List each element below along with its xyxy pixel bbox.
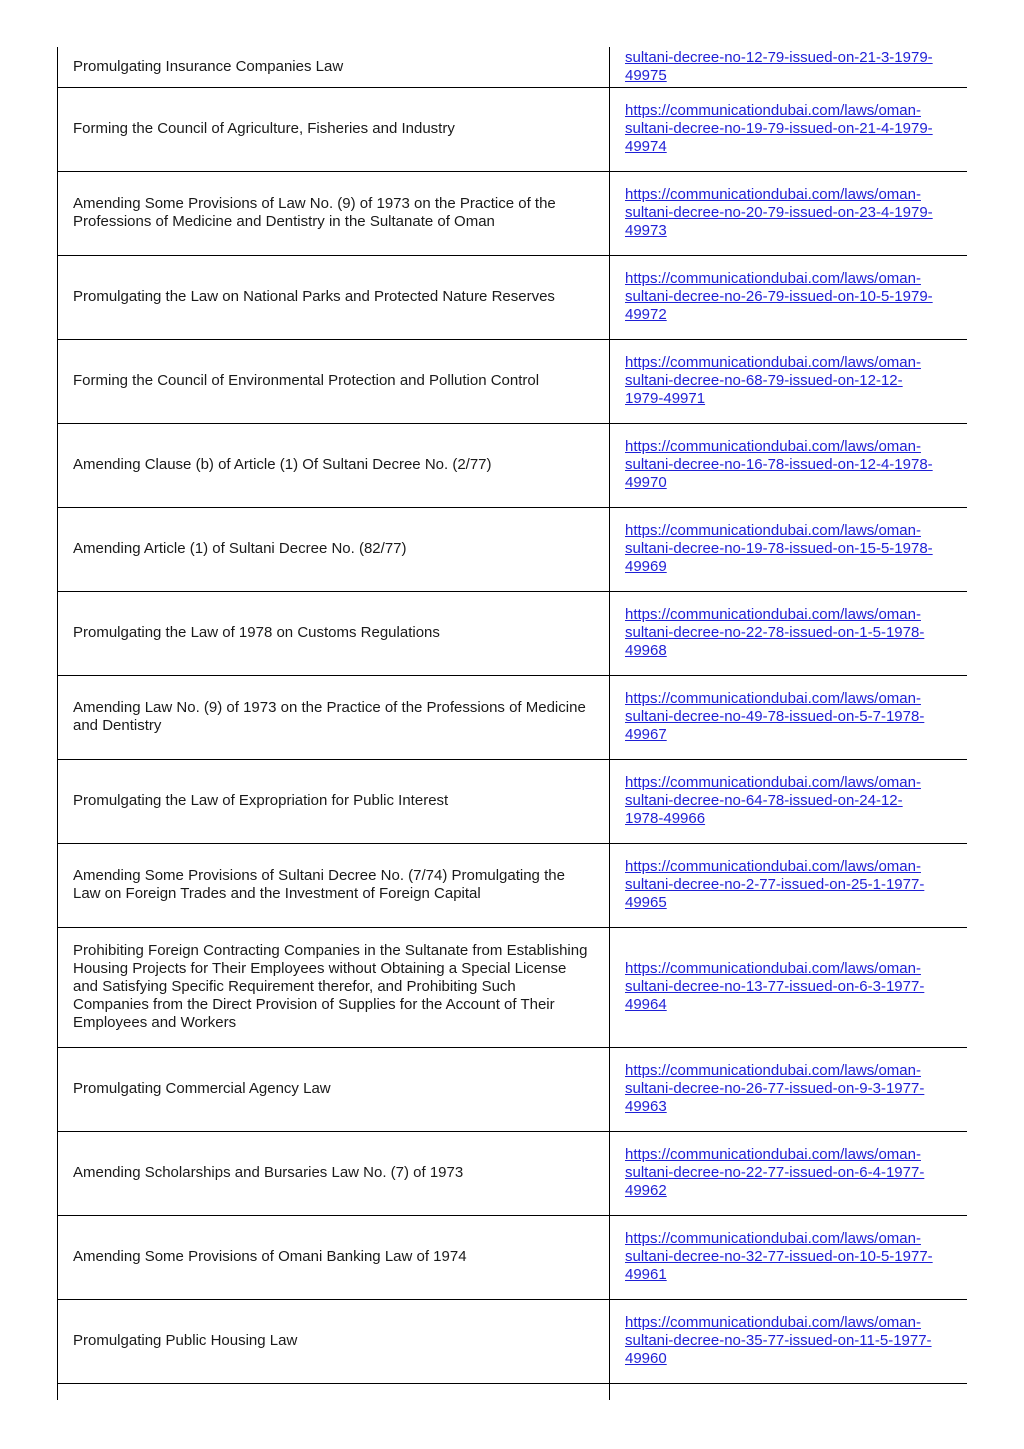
law-title: Promulgating the Law on National Parks and Protected Nature Reserves <box>58 255 610 339</box>
law-link-cell <box>610 591 968 675</box>
law-link[interactable] <box>625 1146 953 1200</box>
link-line: sultani-decree-no-19-79-issued-on-21-4-1979- <box>625 120 933 137</box>
law-title: Promulgating the Law of Expropriation for Public Interest <box>58 759 610 843</box>
link-line: 49961 <box>625 1266 667 1283</box>
law-title: Amending Article (1) of Sultani Decree No. (82/77) <box>58 507 610 591</box>
link-line: sultani-decree-no-22-77-issued-on-6-4-1977- <box>625 1164 925 1181</box>
link-line: https://communicationdubai.com/laws/oman- <box>625 774 921 791</box>
link-line: https://communicationdubai.com/laws/oman- <box>625 606 921 623</box>
link-line: 1979-49971 <box>625 390 706 407</box>
link-line: 49964 <box>625 996 667 1013</box>
link-line: https://communicationdubai.com/laws/oman- <box>625 1062 921 1079</box>
table-row <box>58 1047 968 1131</box>
law-link-cell <box>610 843 968 927</box>
table-row <box>58 1131 968 1215</box>
law-title: Amending Some Provisions of Omani Banking Law of 1974 <box>58 1215 610 1299</box>
law-link[interactable] <box>625 438 953 492</box>
link-line: sultani-decree-no-32-77-issued-on-10-5-1977- <box>625 1248 933 1265</box>
link-line: 49967 <box>625 726 667 743</box>
law-link-cell <box>610 927 968 1047</box>
link-line: https://communicationdubai.com/laws/oman- <box>625 1146 921 1163</box>
law-link-cell <box>610 47 968 87</box>
link-line: 49975 <box>625 66 667 84</box>
law-link[interactable] <box>625 354 953 408</box>
link-line: sultani-decree-no-20-79-issued-on-23-4-1979- <box>625 204 933 221</box>
law-link-cell <box>610 1215 968 1299</box>
link-line: https://communicationdubai.com/laws/oman- <box>625 354 921 371</box>
law-title: Amending Scholarships and Bursaries Law No. (7) of 1973 <box>58 1131 610 1215</box>
law-title: Amending Some Provisions of Law No. (9) of 1973 on the Practice of the Professions of Medicine and Dentistry in the Sultanate of Oman <box>58 171 610 255</box>
table-row <box>58 675 968 759</box>
document-page <box>57 47 967 1400</box>
table-row <box>58 423 968 507</box>
link-line: 49963 <box>625 1098 667 1115</box>
table-row <box>58 171 968 255</box>
link-line: sultani-decree-no-49-78-issued-on-5-7-1978- <box>625 708 925 725</box>
table-row <box>58 1383 968 1400</box>
link-line: sultani-decree-no-2-77-issued-on-25-1-1977- <box>625 876 925 893</box>
link-line: https://communicationdubai.com/laws/oman- <box>625 960 921 977</box>
link-line: sultani-decree-no-12-79-issued-on-21-3-1979- <box>625 48 933 66</box>
link-line: sultani-decree-no-35-77-issued-on-11-5-1977- <box>625 1332 932 1349</box>
link-line: 49968 <box>625 642 667 659</box>
law-link-cell <box>610 1131 968 1215</box>
law-link-cell <box>610 759 968 843</box>
link-line: https://communicationdubai.com/laws/oman- <box>625 858 921 875</box>
link-line: 49972 <box>625 306 667 323</box>
table-row <box>58 255 968 339</box>
link-line: 49973 <box>625 222 667 239</box>
link-line: sultani-decree-no-26-77-issued-on-9-3-1977- <box>625 1080 925 1097</box>
link-line: sultani-decree-no-19-78-issued-on-15-5-1978- <box>625 540 933 557</box>
law-link[interactable] <box>625 102 953 156</box>
law-link[interactable] <box>625 858 953 912</box>
law-link[interactable] <box>625 270 953 324</box>
link-line: sultani-decree-no-68-79-issued-on-12-12- <box>625 372 903 389</box>
table-row <box>58 759 968 843</box>
law-title <box>58 1383 610 1400</box>
law-link-cell <box>610 87 968 171</box>
laws-table <box>57 47 967 1400</box>
law-title: Promulgating Commercial Agency Law <box>58 1047 610 1131</box>
link-line: https://communicationdubai.com/laws/oman- <box>625 438 921 455</box>
link-line: 49970 <box>625 474 667 491</box>
law-title: Prohibiting Foreign Contracting Companies in the Sultanate from Establishing Housing Projects for Their Employees without Obtaining a Special License and Satisfying Specific Requirement therefor, and Prohibiting Such Companies from the Direct Provision of Supplies for the Account of Their Employees and Workers <box>58 927 610 1047</box>
link-line: https://communicationdubai.com/laws/oman- <box>625 1314 921 1331</box>
law-link[interactable] <box>625 774 953 828</box>
link-line: sultani-decree-no-16-78-issued-on-12-4-1978- <box>625 456 933 473</box>
table-row <box>58 339 968 423</box>
law-title: Amending Law No. (9) of 1973 on the Practice of the Professions of Medicine and Dentistry <box>58 675 610 759</box>
law-link-cell <box>610 339 968 423</box>
link-line: https://communicationdubai.com/laws/oman- <box>625 1230 921 1247</box>
link-line: sultani-decree-no-26-79-issued-on-10-5-1979- <box>625 288 933 305</box>
law-link[interactable] <box>625 186 953 240</box>
link-line: sultani-decree-no-64-78-issued-on-24-12- <box>625 792 903 809</box>
law-title: Promulgating Insurance Companies Law <box>58 47 610 87</box>
law-link-cell <box>610 171 968 255</box>
table-row <box>58 1215 968 1299</box>
law-link[interactable] <box>625 1062 953 1116</box>
link-line: https://communicationdubai.com/laws/oman- <box>625 522 921 539</box>
law-link[interactable] <box>625 522 953 576</box>
link-line: https://communicationdubai.com/laws/oman- <box>625 102 921 119</box>
law-link[interactable] <box>625 49 953 85</box>
law-link[interactable] <box>625 960 953 1014</box>
link-line: 1978-49966 <box>625 810 706 827</box>
law-link[interactable] <box>625 1314 953 1368</box>
law-link-cell <box>610 255 968 339</box>
law-link-cell <box>610 1047 968 1131</box>
table-row <box>58 87 968 171</box>
link-line: https://communicationdubai.com/laws/oman- <box>625 270 921 287</box>
table-row <box>58 1299 968 1383</box>
link-line: sultani-decree-no-13-77-issued-on-6-3-1977- <box>625 978 925 995</box>
law-title: Forming the Council of Environmental Protection and Pollution Control <box>58 339 610 423</box>
law-link-cell <box>610 675 968 759</box>
table-row <box>58 591 968 675</box>
link-line: sultani-decree-no-22-78-issued-on-1-5-1978- <box>625 624 925 641</box>
link-line: 49960 <box>625 1350 667 1367</box>
link-line: 49965 <box>625 894 667 911</box>
link-line: 49969 <box>625 558 667 575</box>
link-line: https://communicationdubai.com/laws/oman- <box>625 690 921 707</box>
table-row <box>58 507 968 591</box>
law-title: Promulgating Public Housing Law <box>58 1299 610 1383</box>
law-title: Promulgating the Law of 1978 on Customs Regulations <box>58 591 610 675</box>
law-title: Amending Some Provisions of Sultani Decree No. (7/74) Promulgating the Law on Foreign Trades and the Investment of Foreign Capital <box>58 843 610 927</box>
law-link-cell <box>610 507 968 591</box>
table-row <box>58 927 968 1047</box>
law-link[interactable] <box>625 606 953 660</box>
law-link[interactable] <box>625 690 953 744</box>
law-link[interactable] <box>625 1230 953 1284</box>
table-row <box>58 843 968 927</box>
link-line: 49962 <box>625 1182 667 1199</box>
law-link-cell <box>610 1383 968 1400</box>
law-title: Forming the Council of Agriculture, Fisheries and Industry <box>58 87 610 171</box>
link-line: 49974 <box>625 138 667 155</box>
law-title: Amending Clause (b) of Article (1) Of Sultani Decree No. (2/77) <box>58 423 610 507</box>
link-line: https://communicationdubai.com/laws/oman- <box>625 186 921 203</box>
law-link-cell <box>610 1299 968 1383</box>
law-link-cell <box>610 423 968 507</box>
table-row <box>58 47 968 87</box>
